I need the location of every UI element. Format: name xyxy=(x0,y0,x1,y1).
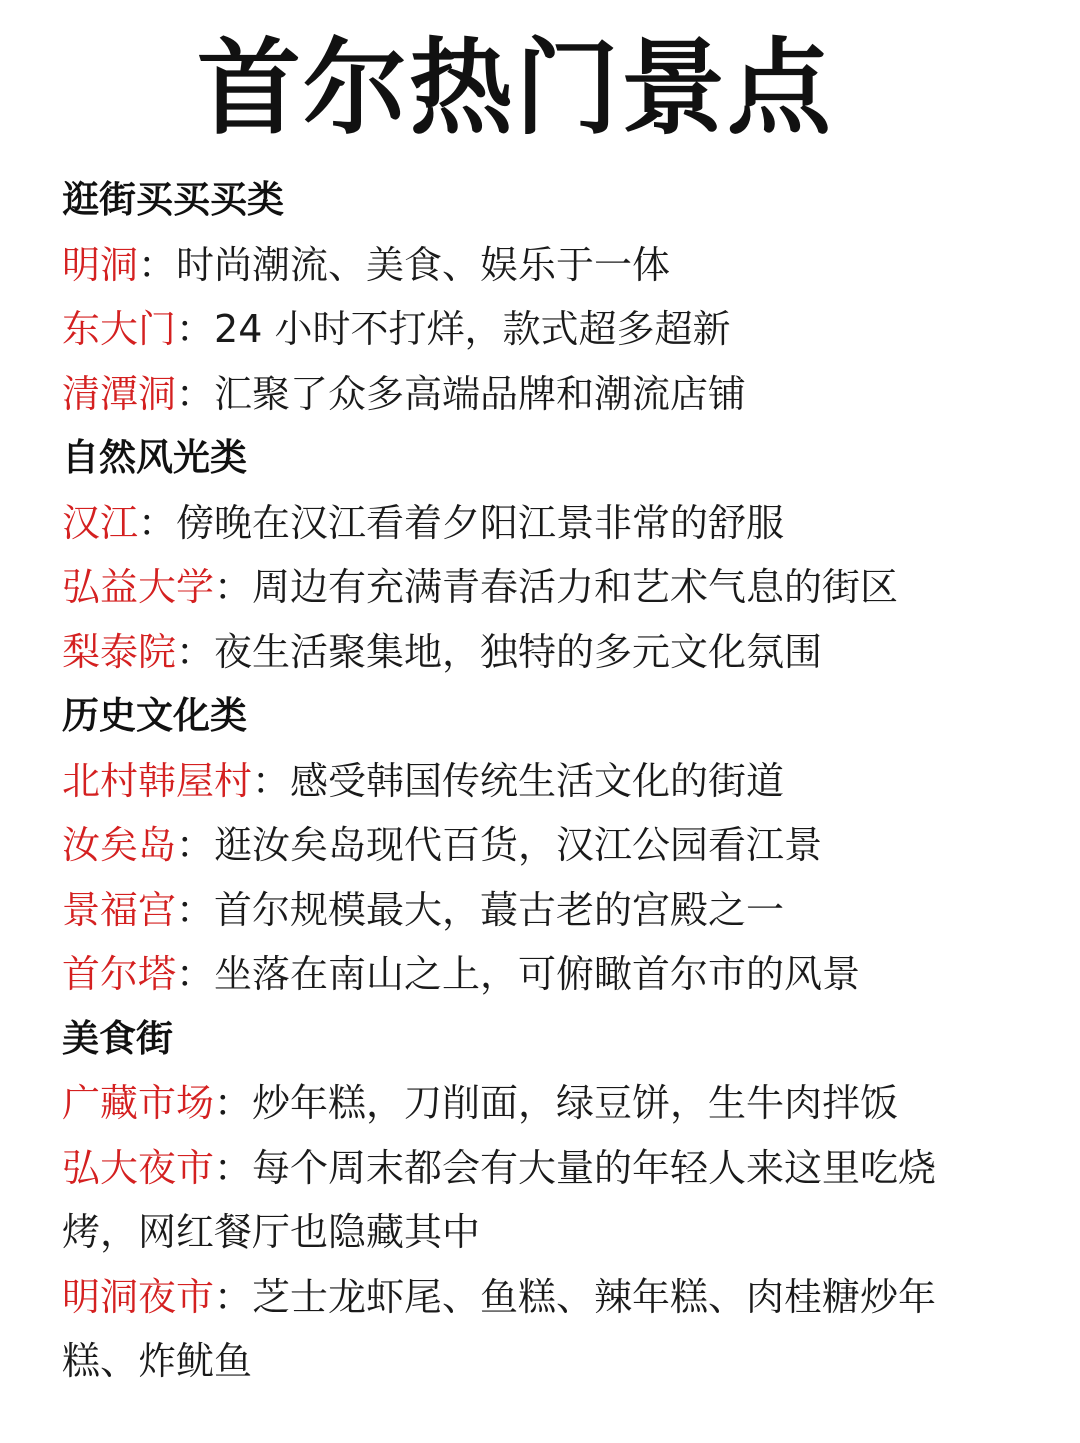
spot-desc: 芝士龙虾尾、鱼糕、辣年糕、肉桂糖炒年糕、炸鱿鱼 xyxy=(62,1274,937,1383)
spot-desc: 每个周末都会有大量的年轻人来这里吃烧烤，网红餐厅也隐藏其中 xyxy=(62,1145,937,1254)
list-item xyxy=(62,362,1022,427)
page-title: 首尔热门景点 xyxy=(196,27,833,149)
separator: ： xyxy=(176,887,215,932)
separator: ： xyxy=(176,307,215,351)
spot-desc: 周边有充满青春活力和艺术气息的街区 xyxy=(252,565,899,609)
spot-desc: 首尔规模最大，蕞古老的宫殿之一 xyxy=(214,887,785,932)
separator: ： xyxy=(214,1081,253,1125)
spot-desc: 感受韩国传统生活文化的街道 xyxy=(290,758,785,803)
spot-desc: 坐落在南山之上，可俯瞰首尔市的风景 xyxy=(214,952,861,996)
list-item xyxy=(62,555,1022,620)
spot-name: 清潭洞 xyxy=(62,371,177,416)
spot-name: 汉江 xyxy=(62,500,139,545)
spot-desc: 傍晚在汉江看着夕阳江景非常的舒服 xyxy=(176,500,785,545)
spot-name: 北村韩屋村 xyxy=(62,758,253,803)
spot-name: 梨泰院 xyxy=(62,629,177,674)
spot-name: 东大门 xyxy=(62,307,177,351)
list-item xyxy=(62,749,1022,814)
section-heading-history: 历史文化类 xyxy=(62,694,247,737)
section-heading-nature: 自然风光类 xyxy=(62,436,247,479)
list-item xyxy=(62,942,1022,1007)
spot-name: 明洞 xyxy=(62,242,139,287)
spot-desc: 汇聚了众多高端品牌和潮流店铺 xyxy=(214,371,747,416)
spot-desc: 24 小时不打烊，款式超多超新 xyxy=(214,307,731,351)
list-item xyxy=(62,813,1022,878)
list-item xyxy=(62,297,1022,362)
separator: ： xyxy=(138,242,177,287)
spot-name: 弘益大学 xyxy=(62,565,215,609)
spot-name: 广藏市场 xyxy=(62,1081,215,1125)
list-item xyxy=(62,1265,1002,1394)
separator: ： xyxy=(252,758,291,803)
separator: ： xyxy=(176,952,215,996)
spot-name: 景福宫 xyxy=(62,887,177,932)
list-item xyxy=(62,1136,1002,1265)
spot-name: 汝矣岛 xyxy=(62,823,177,867)
separator: ： xyxy=(214,1145,253,1190)
separator: ： xyxy=(138,500,177,545)
spot-desc: 夜生活聚集地，独特的多元文化氛围 xyxy=(214,629,823,674)
spot-desc: 逛汝矣岛现代百货，汉江公园看江景 xyxy=(214,823,823,867)
list-item xyxy=(62,1071,1022,1136)
separator: ： xyxy=(176,371,215,416)
separator: ： xyxy=(214,565,253,609)
separator: ： xyxy=(214,1274,253,1319)
spot-name: 明洞夜市 xyxy=(62,1274,215,1319)
spot-name: 弘大夜市 xyxy=(62,1145,215,1190)
section-heading-shopping: 逛街买买买类 xyxy=(62,178,284,221)
spot-name: 首尔塔 xyxy=(62,952,177,996)
spot-desc: 炒年糕，刀削面，绿豆饼，生牛肉拌饭 xyxy=(252,1081,899,1125)
list-item xyxy=(62,878,1022,943)
list-item xyxy=(62,491,1022,556)
section-heading-food: 美食街 xyxy=(62,1016,173,1060)
list-item xyxy=(62,620,1022,685)
content xyxy=(62,168,1022,1394)
list-item xyxy=(62,233,1022,298)
separator: ： xyxy=(176,823,215,867)
spot-desc: 时尚潮流、美食、娱乐于一体 xyxy=(176,242,671,287)
separator: ： xyxy=(176,629,215,674)
